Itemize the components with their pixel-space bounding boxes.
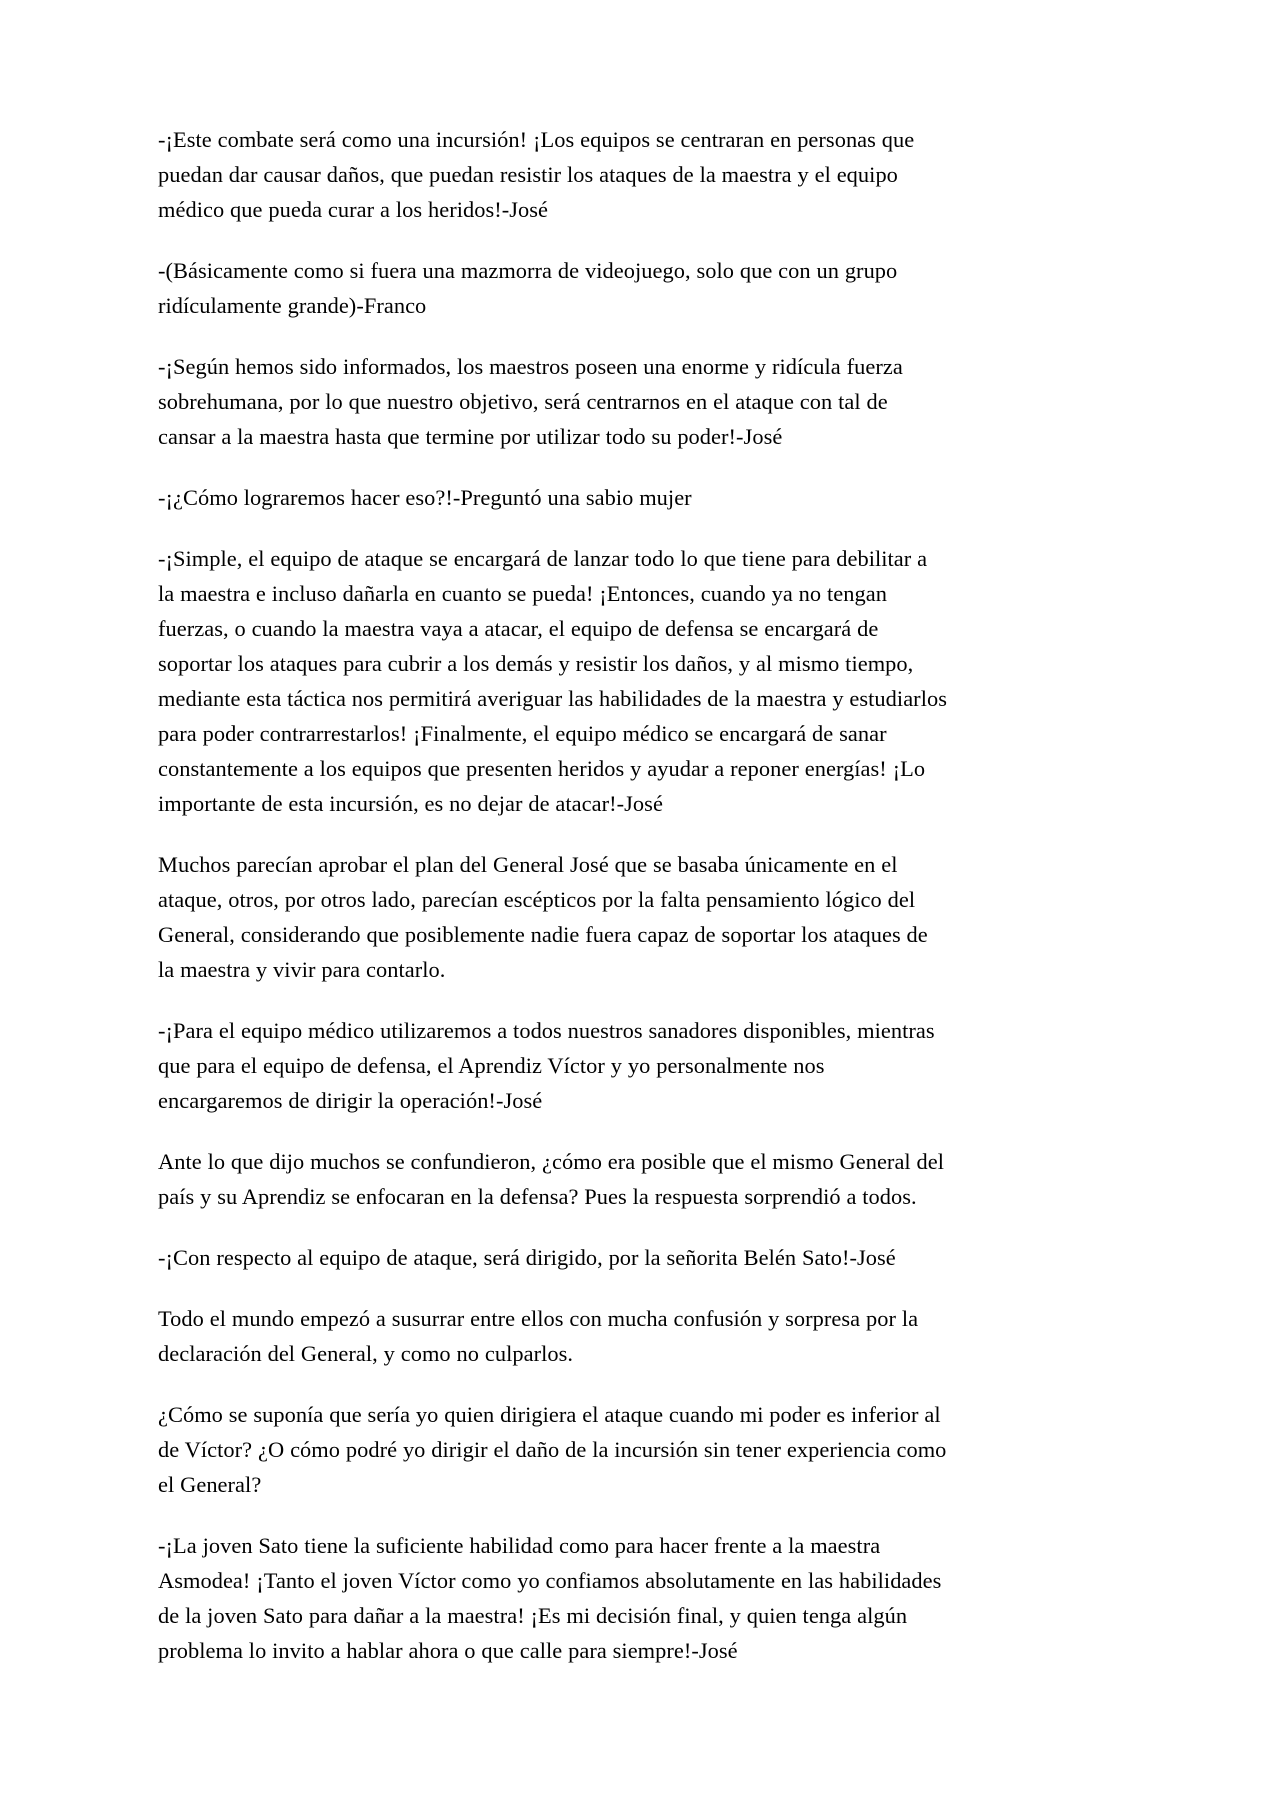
paragraph: Ante lo que dijo muchos se confundieron, ¿cómo era posible que el mismo General del país y su Aprendiz se enfocaran en la defensa? Pues la respuesta sorprendió a todos. bbox=[158, 1149, 945, 1209]
paragraph: -¡Para el equipo médico utilizaremos a todos nuestros sanadores disponibles, mientras que para el equipo de defensa, el Aprendiz Víctor y yo personalmente nos encargaremos de dirigir la operación!-José bbox=[158, 1018, 935, 1113]
paragraph: -¡La joven Sato tiene la suficiente habilidad como para hacer frente a la maestra Asmodea! ¡Tanto el joven Víctor como yo confiamos absolutamente en las habilidades de la joven Sato para dañar a la maestra! ¡Es mi decisión final, y quien tenga algún problema lo invito a hablar ahora o que calle para siempre!-José bbox=[158, 1533, 942, 1663]
paragraph: -(Básicamente como si fuera una mazmorra de videojuego, solo que con un grupo ridículamente grande)-Franco bbox=[158, 258, 898, 318]
paragraph: -¡Según hemos sido informados, los maestros poseen una enorme y ridícula fuerza sobrehumana, por lo que nuestro objetivo, será centrarnos en el ataque con tal de cansar a la maestra hasta que termine por utilizar todo su poder!-José bbox=[158, 354, 903, 449]
paragraph: Todo el mundo empezó a susurrar entre ellos con mucha confusión y sorpresa por la declaración del General, y como no culparlos. bbox=[158, 1306, 919, 1366]
paragraph: -¡Este combate será como una incursión! ¡Los equipos se centraran en personas que puedan dar causar daños, que puedan resistir los ataques de la maestra y el equipo médico que pueda curar a los heridos!-José bbox=[158, 127, 915, 222]
paragraph: ¿Cómo se suponía que sería yo quien dirigiera el ataque cuando mi poder es inferior al de Víctor? ¿O cómo podré yo dirigir el daño de la incursión sin tener experiencia como el General? bbox=[158, 1402, 947, 1497]
paragraph: Muchos parecían aprobar el plan del General José que se basaba únicamente en el ataque, otros, por otros lado, parecían escépticos por la falta pensamiento lógico del General, considerando que posiblemente nadie fuera capaz de soportar los ataques de la maestra y vivir para contarlo. bbox=[158, 852, 928, 982]
document-text-body bbox=[158, 122, 948, 1668]
paragraph: -¡Simple, el equipo de ataque se encargará de lanzar todo lo que tiene para debilitar a la maestra e incluso dañarla en cuanto se pueda! ¡Entonces, cuando ya no tengan fuerzas, o cuando la maestra vaya a atacar, el equipo de defensa se encargará de soportar los ataques para cubrir a los demás y resistir los daños, y al mismo tiempo, mediante esta táctica nos permitirá averiguar las habilidades de la maestra y estudiarlos para poder contrarrestarlos! ¡Finalmente, el equipo médico se encargará de sanar constantemente a los equipos que presenten heridos y ayudar a reponer energías! ¡Lo importante de esta incursión, es no dejar de atacar!-José bbox=[158, 546, 947, 816]
paragraph: -¡Con respecto al equipo de ataque, será dirigido, por la señorita Belén Sato!-José bbox=[158, 1245, 896, 1270]
paragraph: -¡¿Cómo lograremos hacer eso?!-Preguntó una sabio mujer bbox=[158, 485, 692, 510]
